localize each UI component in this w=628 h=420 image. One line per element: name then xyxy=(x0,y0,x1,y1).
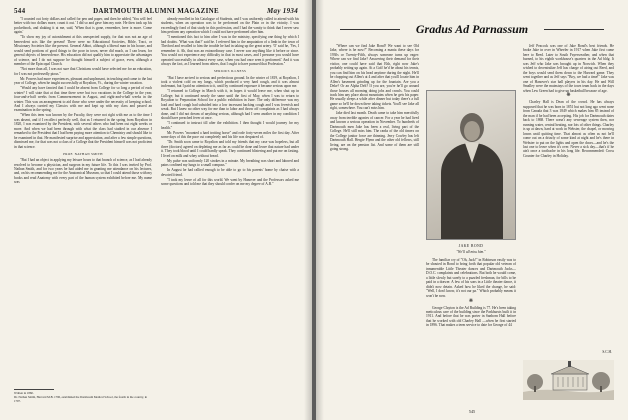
paragraph: "I returned to College in March with it, in hopes it would leave me, when shut up in College; but it continued nearly the same until the first of May, when I was to return to Royalton to Preparation School for a public exhibition in June. The only difference was my load and hard cough had subsided into a low incessant hacking cough and I was feverish and weak. But I knew no other way for me than to labor and throw off complaints as I had always done, and I did not dream of anything serious, although had I seen another in my condition I should have preached fever at once. xyxy=(161,89,299,121)
paragraph: "Where can we find Jake Bond? We want to see Old Jake, where is he now?" Becoming a mania these days for 1930s or Twenty-Fifth, always someone turns up eager: Where can we find Jake? Answering their demand for their visitor, one could have said that Ehh, right now Jake's probably setting up again. At a Golf he'd be about his tennis, you can find him on his head anytime during the night. He'll be chopping out Allen's at 4 and after that you'll locate him in Allen's basement grinding up for the fountain. Are you a Deke? Or an Alpha Delt? If you are, you're he'll go around those houses all morning doing jobs and crawls. You could track him any place about mountains when he gets his paper. He usually sleeps a while after dinner but today there's a full game so he'll be down there taking tickets. You'll see Jake all right, somewhere. You can't miss him. xyxy=(330,44,419,111)
footnote-rule xyxy=(14,389,54,390)
issue-date: May 1934 xyxy=(267,7,298,15)
section-divider-icon: ❋ xyxy=(468,298,474,304)
paragraph: "Not more than all, I was not sure that Christians would have selected me for an education, for I was not professedly pious." xyxy=(14,67,152,76)
paragraph: "I mentioned this fact to him after I was in the ministry, specifying one thing by which I had doubts. 'What was that?' said he. I referred him to the amputation of a limb in the town of Thetford and recalled to him the trouble he had in taking up the great artery. 'O' said he, 'Yes, I remember it. Ah, that was an extraordinary case. I never saw anything like it before or since. You would not experience any difficulty in that in most cases, and I presume you would have operated successfully in almost every case, when you had once seen it performed.' And it was always the fact, as I learned from others, that I ought to have pursued that Profession." xyxy=(161,35,299,67)
paragraph: My pulse was uniformly 120 strokes in a minute. My breathing was short and labored and pains confined my lungs to a small compass." xyxy=(161,158,299,168)
paragraph: "But I had an object in applying my leisure hours to that branch of science, as I had already resolved to become a physician, and surgeon in my future life. To this I was invited by Prof. Nathan Smith, and for two years he had aided me in granting me attendance on his lectures, and, on his recommending me for the Anatomical Museum, so that I could attend those with my books and read Anatomy with every part of the human system exhibited before me. My name was xyxy=(14,158,152,185)
subheading: SERIOUS ILLNESS xyxy=(213,69,247,74)
right-page xyxy=(316,0,628,420)
paragraph: In August he had rallied enough to be able to go to his parents' home by chaise with a devoted friend. xyxy=(161,168,299,177)
paragraph: already enrolled in his Catalogue of Students, and I was uniformly called to attend with his students, when an operation was to be performed on the Plain or in the vicinity. I was exceedingly fond of that study in this profession, and I had the vanity to think that I never saw him perform any operation which I could not have performed after him. xyxy=(161,17,299,35)
paragraph: "I counted out forty dollars and called for pen and paper, and then he added, 'You will feel better with two dollars more, count it out.' I did so and gave him my note. He then took up his pocketbook, and shaking it at me, said, 'When that is gone, remember, here is more. Come again.' xyxy=(14,17,152,35)
photo-caption: JAKE BOND xyxy=(458,244,484,248)
footnotes xyxy=(14,386,152,403)
paragraph: Charley Hall is Dean of the crowd. He has always supposed that he was born in 1851 but not long ago went none from Canada that 3 was 1849 which makes him 85 instead of the man if he had been accepting. His job for Dartmouth dates back to 1868. There wasn't any sewerage system then, nor running water, central heating, nor lots of other things. Charley is up at dawn, hard at work in Webster, the chapel, or mowing lawns until quitting time. That almost as often as not he'll come out on a drizzly of some kind at night and he's there in Webster to put on the lights and open the doors—and he's the last one to leave when it's over. Never a sick day—that's if he ain't once a toothache in his long life. Recommended: Cross Counter for Charley in Holiday. xyxy=(523,100,614,158)
footnote: Written in 1860. xyxy=(14,391,34,395)
campus-building-drawing xyxy=(523,360,614,400)
paragraph: "I took my leave of all for this world. We went by Hanover and the Professors asked me some questions and told me that they should confer on me my degree of A.B." xyxy=(161,177,299,187)
gutter-shadow xyxy=(316,0,324,420)
magazine-title: DARTMOUTH ALUMNI MAGAZINE xyxy=(93,7,219,15)
feature-title: Gradus Ad Parnassum xyxy=(415,22,529,36)
right-column-3 xyxy=(523,44,614,344)
paragraph: Jeff Peacock was one of Jake Bond's best friends. He broke Jake in over in Wheeler in 1917 when Jake first came here to Reed. Later to South Fayerweather, and when that burned, to his eighth workhouse's quarters in the Ad bldg. It was Jeff who Jake was brought up in Norwich. When they wished to decentralize Jeff has charge of airing out Reed, and the boys would send them down to the Harvard game. They went together and as Jeff says "Boy, we had a time!" Jake was one of Hanover's star ball players in his day. He and Will Smalley were the mainstays of the town team back in the days when Lew Green had to give up basketball because of age. xyxy=(523,44,614,93)
paragraph: "Would any have fancied that I could be absent from College for so long a period of each winter? I will state that at that time there were but two vacations in the College in the year, four-and-a-half weeks from Commencement in August, and eight-and-a-half weeks in the winter. This was an arrangement to aid those who were under the necessity of keeping school. And I always carried my Classics with me and kept up with my class and passed an examination in the spring. xyxy=(14,86,152,113)
paragraph: "I continued to instruct till after the exhibition. I then thought I would journey for my health." xyxy=(161,121,299,130)
photo-quote: "We'll all miss him." xyxy=(456,250,486,254)
gutter-shadow xyxy=(304,0,312,420)
paragraph: The familiar cry of "Oh, Jack!" in Robinson easily was to be shouted in Bond to bring forth that popular old veteran of innumerable Little Theater dances and Dartmouth Jacks—D.O.C. complaints and celebrations. But both he would come, a little slowly but surely to a puzzled freshman, for bills to be paid in a drawer. A few of his sons in a Little theater dance, it didn't now detain. Asked how he liked the change, he said: "Well, I don't know, it's not our pa." Which probably means it won't be now. xyxy=(426,258,516,298)
paragraph: George Clayton is the Ad Building is 77. He's been taking meticulous care of the building since the Parkhursts built it in 1911. And before that he was porter in Sanborn Hall before that he worked with old Charley Hall —when he first started in 1896. That makes a term service to date for George of 44 xyxy=(426,305,516,328)
portrait-photo xyxy=(426,90,516,240)
page-number: 544 xyxy=(14,7,26,15)
left-column-1 xyxy=(14,17,152,409)
paragraph: Mr. Powers had more experiences, pleasant and unpleasant, in teaching and came to the last year of College, when he taught successfully at Royalton, Vt., during the winter vacation. xyxy=(14,76,152,86)
section-divider-icon: ❋ xyxy=(566,93,571,99)
running-head-left xyxy=(14,7,298,17)
author-signature: S.C.H. xyxy=(602,350,612,354)
page-number: 545 xyxy=(468,409,476,414)
subheading: PROF. NATHAN SMITH xyxy=(63,151,103,156)
footnote: Dr. Nathan Smith, Harvard M.B. 1790, established the Dartmouth Medical School, the fourth in the country, in 1797. xyxy=(14,394,148,403)
paragraph: Jake died last month. Death came to take him mercifully away from terrible agonies of cancer. For a year he had lived and known a serious operation in November. To hundreds of Dartmouth men Jake has been a real, living part of the College. He'll still miss him. The ranks of the old timers on the College janitor force are thinning. Jerry Cowley has left Dartmouth Hall. Hergie Flynn and the other old fellows, still living, are on the pension list. And some of them are still going strong. xyxy=(330,111,419,152)
paragraph: "But I have arrived to serious and perfectious ground. In the winter of 1819, at Royalton, I took a violent cold on my lungs, which produced a very hard cough, and it was almost inclemant, but I paid no attention to it, until by continued exposure it became serious upon me. xyxy=(161,75,299,89)
left-column-2 xyxy=(161,17,299,409)
left-page xyxy=(0,0,312,420)
paragraph: "To show my joy of astonishment at this unexpected supply, for that was not an age of benevolent acts like the present! There were no Educational Societies, Bible, Tract, or Missionary Societies like the present. General Abbot, although a liberal man in his house, and would send portions of good things to the poor in town, never did much, as I can learn, for general objects of benevolence. His education did not qualify him to appreciate the advantages of science, and I do not suppose he thought himself a subject of grace, even, although a member of the Episcopal Church. xyxy=(14,35,152,67)
paragraph: Mr. Powers "mounted a hard trotting horse" and rode forty-seven miles the first day. After some days of this the pace cut completely and his life was despaired of. xyxy=(161,130,299,140)
paragraph: "When this term was known by the Faculty, they were not right with me as to the time I was absent, and if I recollect perfectly well, that as I returned in the spring from Royalton in 1820, I was examined by the President, with several others who had been out eight weeks or more. And when we had been through with what the class had studied in our absence I remarked to the President that I had been paying more attention to Chemistry and should like to be examined in that. He manifested surprise and appreciation, and after a few simple questions, dismissed me, for that was not a class of a College that the President himself was not proficient in that science. xyxy=(14,113,152,149)
right-column-1 xyxy=(330,44,419,374)
paragraph: "Dr. Smith soon came to Royalton and told my friends that my case was hopeless, but all three (doctors) agreed on depleting me as far as could be done and leave that nature had under it. They took blood until I could hardly speak. They continued blistering and put me on fasting. I lived on milk and whey without bread. xyxy=(161,140,299,158)
